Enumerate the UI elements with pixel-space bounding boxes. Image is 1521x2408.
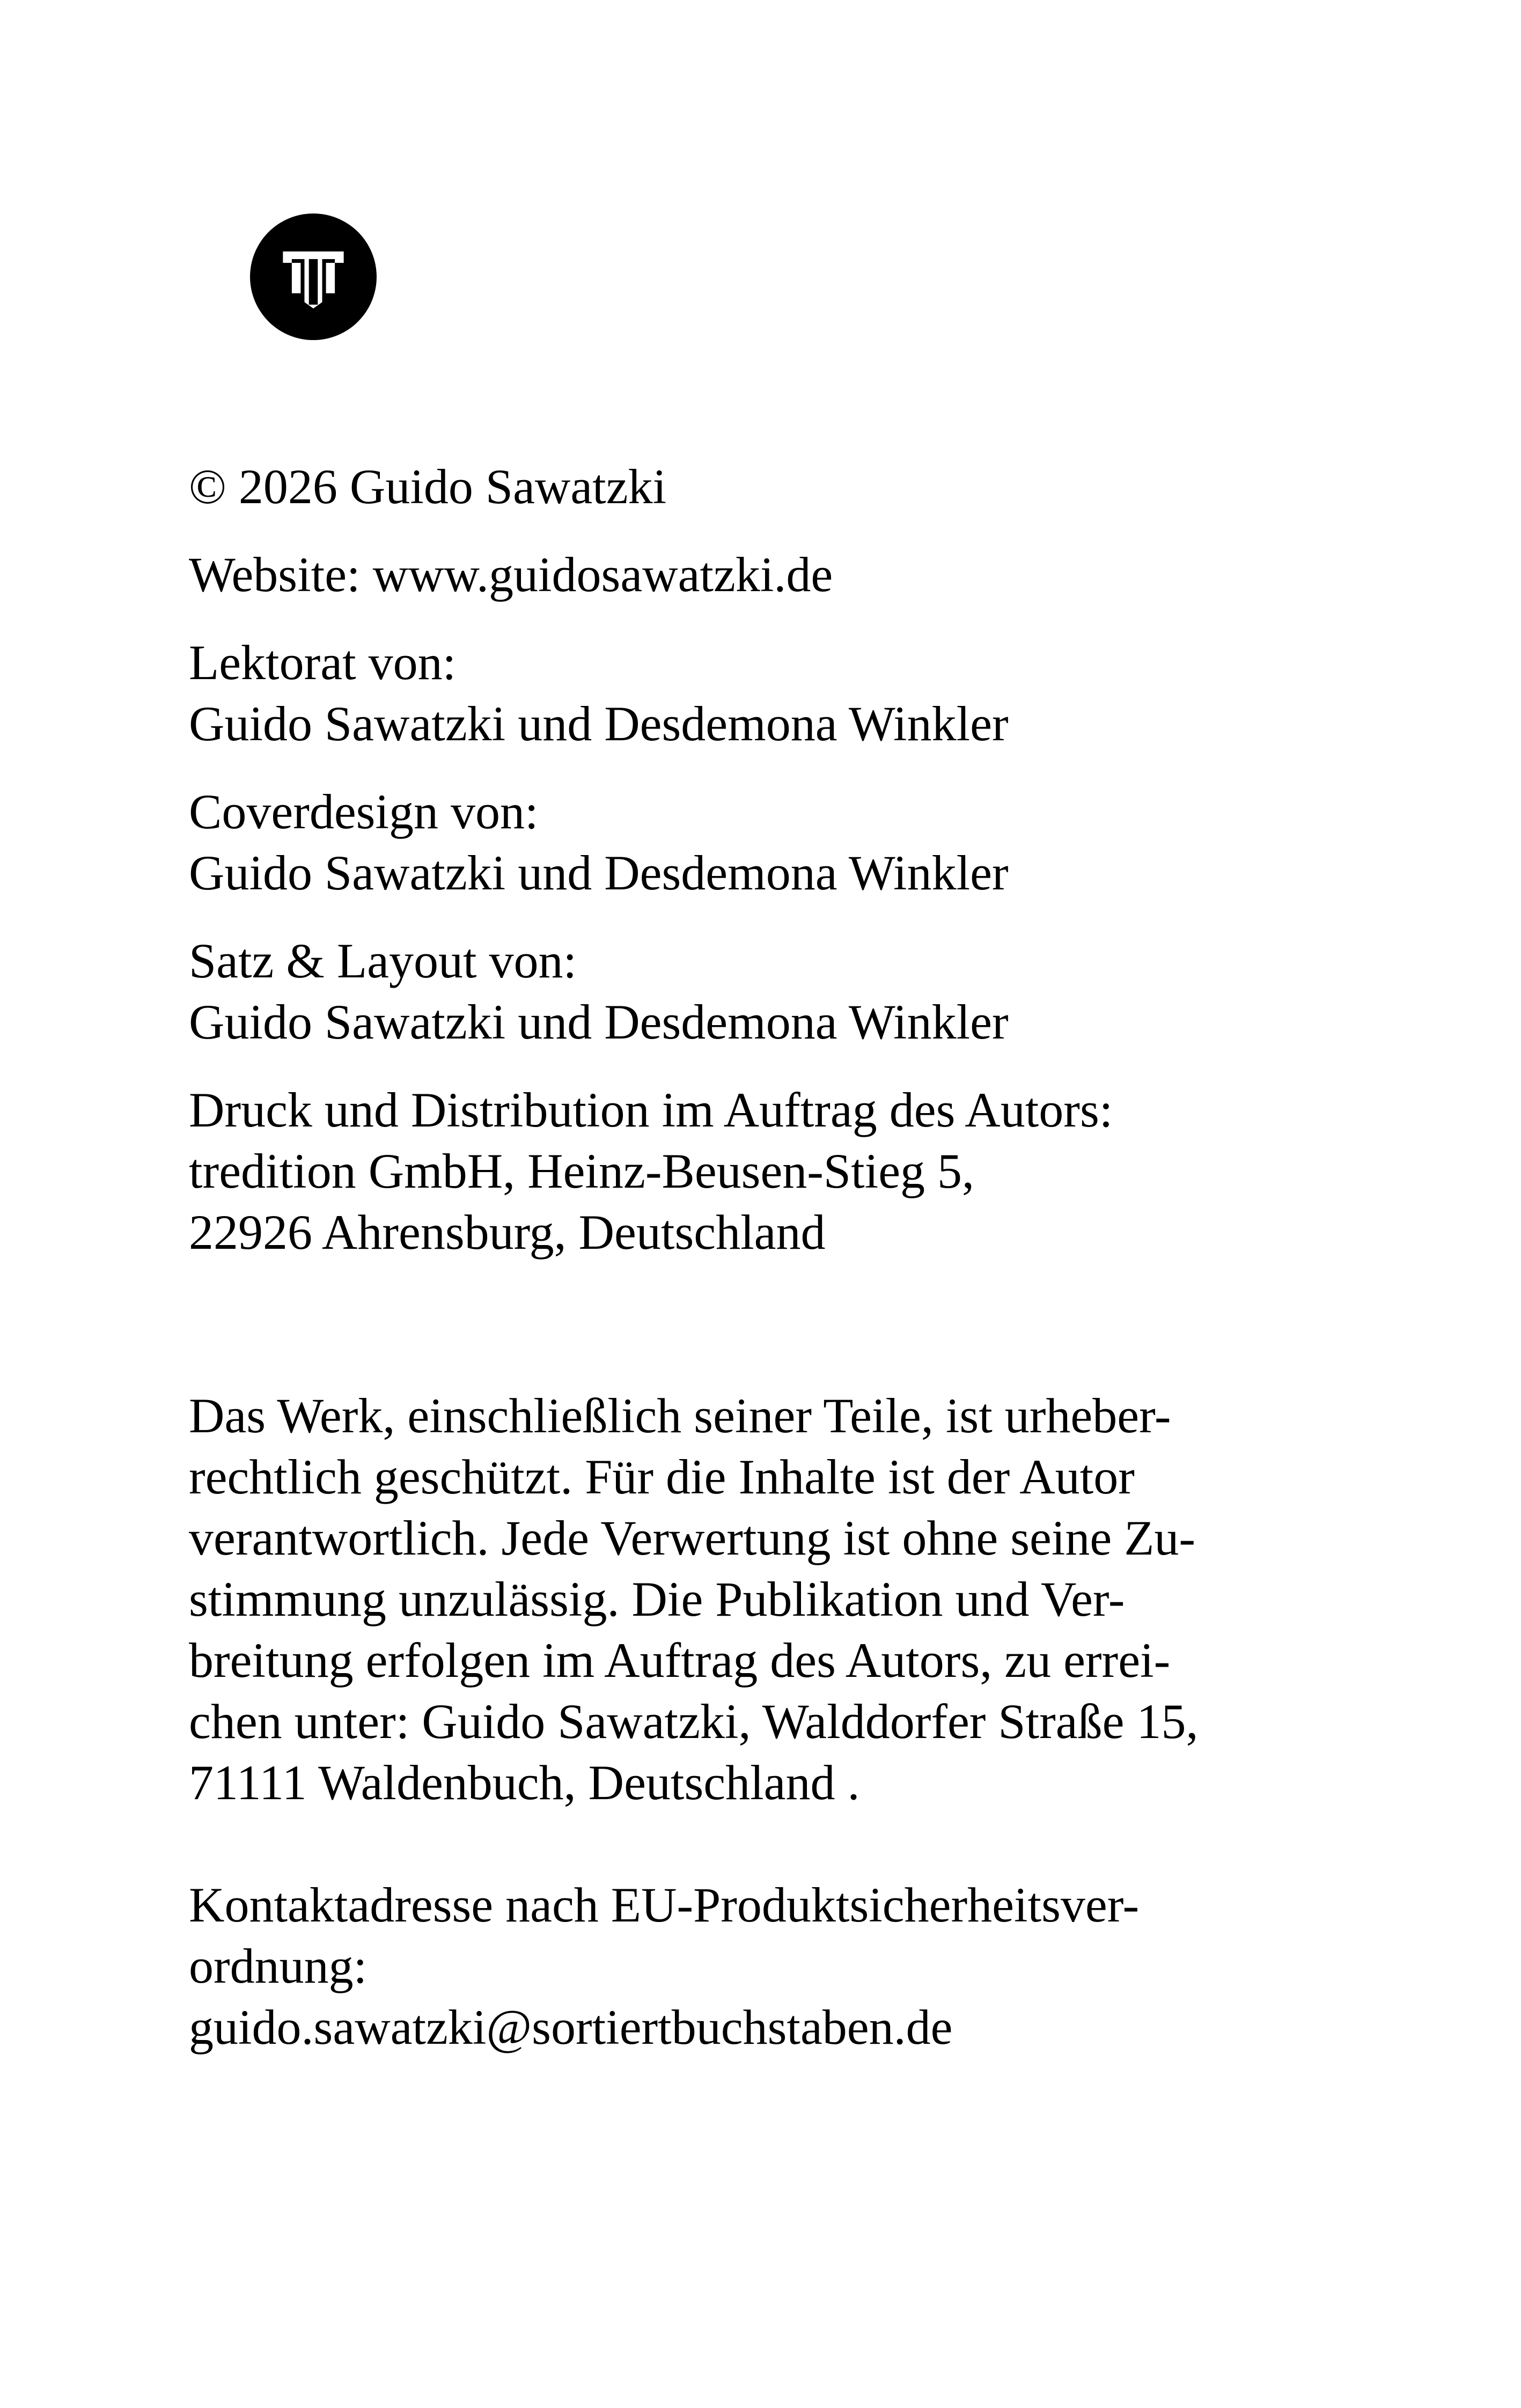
printing-info (189, 1079, 1342, 1263)
typesetting-label: Satz & Layout von: (189, 933, 577, 988)
printing-line: 22926 Ahrensburg, Deutschland (189, 1205, 826, 1260)
cover-credit (189, 781, 1342, 903)
contact-line: Kontaktadresse nach EU-Produktsicherheitsver- (189, 1877, 1140, 1932)
website-text: Website: www.guidosawatzki.de (189, 547, 833, 602)
editing-credit (189, 632, 1342, 754)
copyright-line (189, 456, 1342, 517)
editing-label: Lektorat von: (189, 635, 457, 690)
notice-line: stimmung unzulässig. Die Publikation und Ver- (189, 1572, 1125, 1626)
printing-line: tredition GmbH, Heinz-Beusen-Stieg 5, (189, 1144, 975, 1198)
notice-line: 71111 Waldenbuch, Deutschland . (189, 1755, 860, 1810)
imprint-page (189, 456, 1342, 2058)
notice-line: verantwortlich. Jede Verwertung ist ohne seine Zu- (189, 1511, 1196, 1565)
editing-value: Guido Sawatzki und Desdemona Winkler (189, 696, 1009, 751)
contact-line: ordnung: (189, 1939, 368, 1993)
publisher-logo-icon (250, 213, 377, 340)
notice-line: Das Werk, einschließlich seiner Teile, ist urheber- (189, 1388, 1171, 1443)
contact-info (189, 1874, 1342, 2058)
website-line (189, 544, 1342, 605)
notice-line: chen unter: Guido Sawatzki, Walddorfer Straße 15, (189, 1694, 1199, 1749)
printing-line: Druck und Distribution im Auftrag des Autors: (189, 1083, 1113, 1137)
notice-line: breitung erfolgen im Auftrag des Autors, zu errei- (189, 1633, 1171, 1688)
contact-email: guido.sawatzki@sortiertbuchstaben.de (189, 2000, 953, 2054)
typesetting-value: Guido Sawatzki und Desdemona Winkler (189, 995, 1009, 1049)
typesetting-credit (189, 930, 1342, 1052)
copyright-text: © 2026 Guido Sawatzki (189, 459, 667, 514)
cover-value: Guido Sawatzki und Desdemona Winkler (189, 845, 1009, 900)
cover-label: Coverdesign von: (189, 784, 539, 839)
notice-line: rechtlich geschützt. Für die Inhalte ist der Autor (189, 1449, 1135, 1504)
copyright-notice (189, 1385, 1342, 1813)
